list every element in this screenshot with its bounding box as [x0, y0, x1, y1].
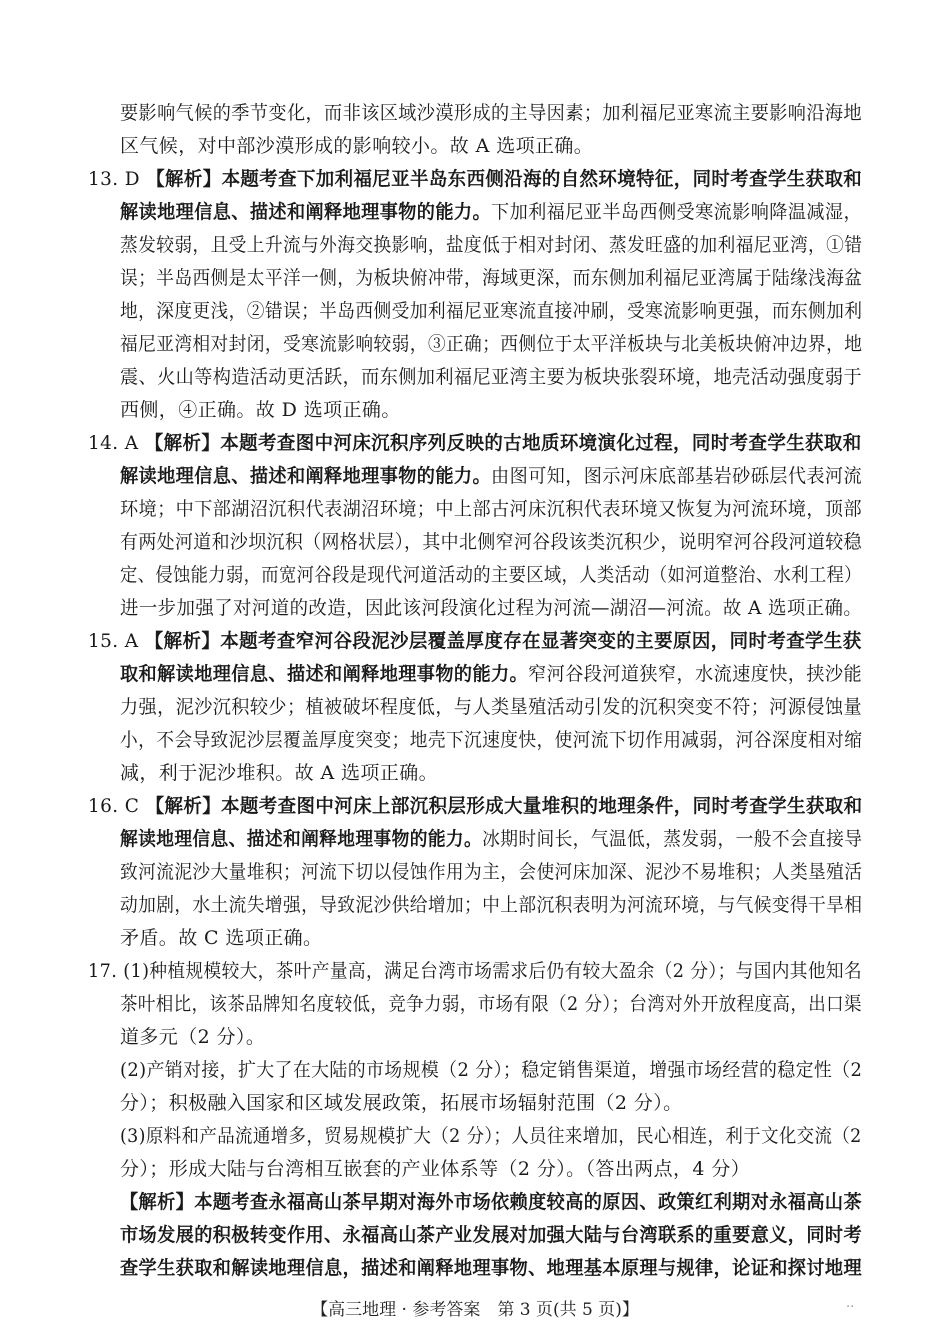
text-line: 市场发展的积极转变作用、永福高山茶产业发展对加强大陆与台湾联系的重要意义，同时考	[120, 1224, 863, 1246]
text-line: (2)产销对接，扩大了在大陆的市场规模（2 分）；稳定销售渠道，增强市场经营的稳定性（2	[120, 1059, 863, 1081]
text-line: 解读地理信息、描述和阐释地理事物的能力。下加利福尼亚半岛西侧受寒流影响降温减湿，	[120, 201, 863, 223]
answer-14-header: 14. A 【解析】本题考查图中河床沉积序列反映的古地质环境演化过程，同时考查学生获取和	[88, 432, 862, 454]
text-line: 定、侵蚀能力弱，而宽河谷段是现代河道活动的主要区域，人类活动（如河道整治、水利工程）	[120, 564, 862, 586]
text-line: 小，不会导致泥沙层覆盖厚度突变；地壳下沉速度快，使河流下切作用减弱，河谷深度相对缩	[120, 729, 863, 751]
text-line: 环境；中下部湖沼沉积代表湖沼环境；中上部古河床沉积代表环境又恢复为河流环境，顶部	[120, 498, 863, 520]
text-line: 茶叶相比，该茶品牌知名度较低，竞争力弱，市场有限（2 分）；台湾对外开放程度高，出口渠	[120, 993, 862, 1015]
text-line: 蒸发较弱，且受上升流与外海交换影响，盐度低于相对封闭、蒸发旺盛的加利福尼亚湾，①错	[120, 234, 863, 256]
analysis-17-header: 【解析】本题考查永福高山茶早期对海外市场依赖度较高的原因、政策红利期对永福高山茶	[120, 1191, 863, 1213]
answer-15-header: 15. A 【解析】本题考查窄河谷段泥沙层覆盖厚度存在显著突变的主要原因，同时考查学生获	[88, 630, 862, 652]
text-line: 道多元（2 分）。	[120, 1026, 266, 1048]
text-line: 西侧，④正确。故 D 选项正确。	[120, 399, 401, 421]
text-line: 解读地理信息、描述和阐释地理事物的能力。由图可知，图示河床底部基岩砂砾层代表河流	[120, 465, 863, 487]
answer-17-header: 17. (1)种植规模较大，茶叶产量高，满足台湾市场需求后仍有较大盈余（2 分）；与国内其他知名	[88, 960, 863, 982]
page-footer: 【高三地理 · 参考答案 第 3 页(共 5 页)】	[311, 1300, 639, 1320]
text-line: 致河流泥沙大量堆积；河流下切以侵蚀作用为主，会使河床加深、泥沙不易堆积；人类垦殖活	[120, 861, 863, 883]
text-line: 区气候，对中部沙漠形成的影响较小。故 A 选项正确。	[120, 135, 594, 157]
text-line: 分）；积极融入国家和区域发展政策，拓展市场辐射范围（2 分）。	[120, 1092, 683, 1114]
text-line: 福尼亚湾相对封闭，受寒流影响较弱，③正确；西侧位于太平洋板块与北美板块俯冲边界，地	[120, 333, 863, 355]
text-line: 进一步加强了对河道的改造，因此该河段演化过程为河流—湖沼—河流。故 A 选项正确。	[120, 597, 863, 619]
text-line: 取和解读地理信息、描述和阐释地理事物的能力。窄河谷段河道狭窄，水流速度快，挟沙能	[120, 663, 863, 685]
corner-mark: ..	[846, 1296, 855, 1311]
text-line: 解读地理信息、描述和阐释地理事物的能力。冰期时间长，气温低，蒸发弱，一般不会直接导	[120, 828, 863, 850]
text-line: 要影响气候的季节变化，而非该区域沙漠形成的主导因素；加利福尼亚寒流主要影响沿海地	[120, 102, 863, 124]
text-line: 震、火山等构造活动更活跃，而东侧加利福尼亚湾主要为板块张裂环境，地壳活动强度弱于	[120, 366, 863, 388]
text-line: 误；半岛西侧是太平洋一侧，为板块俯冲带，海域更深，而东侧加利福尼亚湾属于陆缘浅海盆	[120, 267, 863, 289]
text-line: 矛盾。故 C 选项正确。	[120, 927, 323, 949]
text-line: 地，深度更浅，②错误；半岛西侧受加利福尼亚寒流直接冲刷，受寒流影响更强，而东侧加利	[120, 300, 863, 322]
text-line: 力强，泥沙沉积较少；植被破坏程度低，与人类垦殖活动引发的沉积突变不符；河源侵蚀量	[120, 696, 863, 718]
text-line: 分）；形成大陆与台湾相互嵌套的产业体系等（2 分）。（答出两点，4 分）	[120, 1158, 751, 1180]
text-line: 动加剧，水土流失增强，导致泥沙供给增加；中上部沉积表明为河流环境，与气候变得干旱相	[120, 894, 863, 916]
text-line: 有两处河道和沙坝沉积（网格状层），其中北侧窄河谷段该类沉积少，说明窄河谷段河道较稳	[120, 531, 862, 553]
text-line: 查学生获取和解读地理信息，描述和阐释地理事物、地理基本原理与规律，论证和探讨地理	[120, 1257, 863, 1279]
text-line: (3)原料和产品流通增多，贸易规模扩大（2 分）；人员往来增加，民心相连，利于文化交流（2	[120, 1125, 862, 1147]
answer-13-header: 13. D 【解析】本题考查下加利福尼亚半岛东西侧沿海的自然环境特征，同时考查学生获取和	[88, 168, 863, 190]
answer-16-header: 16. C 【解析】本题考查图中河床上部沉积层形成大量堆积的地理条件，同时考查学生获取和	[88, 795, 863, 817]
text-line: 减，利于泥沙堆积。故 A 选项正确。	[120, 762, 439, 784]
